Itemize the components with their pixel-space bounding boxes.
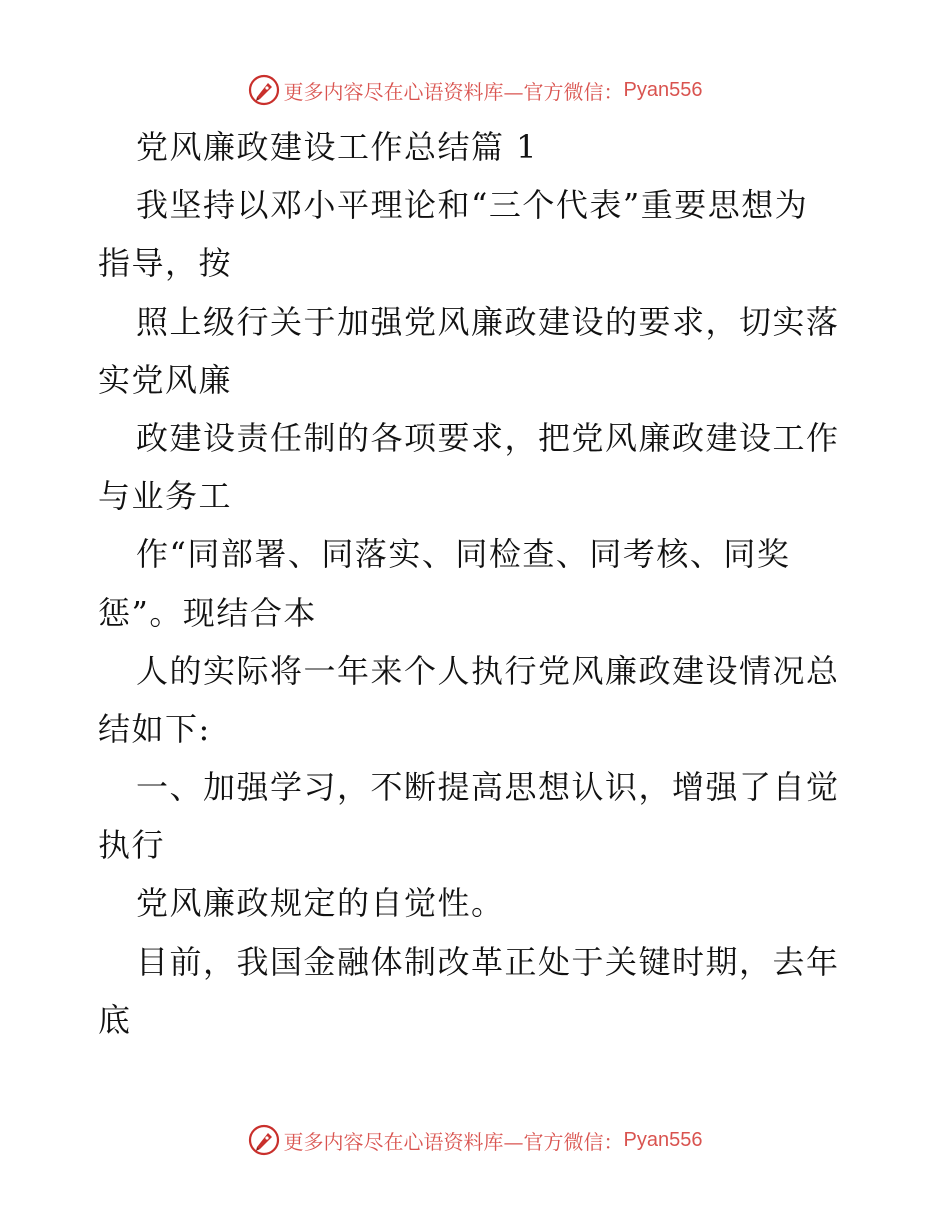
header-watermark — [0, 70, 950, 110]
paragraph-line: 我坚持以邓小平理论和“三个代表”重要思想为 — [136, 186, 809, 225]
watermark-text: 更多内容尽在心语资料库—官方微信： — [283, 1129, 624, 1154]
footer-watermark — [0, 1120, 950, 1160]
watermark-wechat-id: Pyan556 — [623, 1128, 703, 1151]
document-body — [98, 118, 858, 1049]
paragraph-line: 作“同部署、同落实、同检查、同考核、同奖 — [136, 535, 791, 574]
paragraph-line: 与业务工 — [98, 477, 233, 516]
section-heading-line: 执行 — [98, 826, 166, 865]
paragraph-line: 人的实际将一年来个人执行党风廉政建设情况总 — [136, 651, 840, 690]
paragraph-line: 惩”。现结合本 — [98, 593, 317, 632]
paragraph-line: 照上级行关于加强党风廉政建设的要求，切实落 — [136, 302, 840, 341]
watermark-text: 更多内容尽在心语资料库—官方微信： — [283, 79, 624, 104]
document-title: 党风廉政建设工作总结篇 1 — [136, 128, 539, 166]
paragraph-line: 指导，按 — [98, 244, 233, 283]
section-heading-line: 党风廉政规定的自觉性。 — [136, 884, 505, 923]
paragraph-line: 实党风廉 — [98, 360, 233, 399]
section-heading-line: 一、加强学习，不断提高思想认识，增强了自觉 — [136, 768, 840, 807]
paragraph-line: 政建设责任制的各项要求，把党风廉政建设工作 — [136, 418, 840, 457]
pen-nib-logo-icon — [248, 1124, 280, 1156]
paragraph-line: 结如下: — [98, 709, 211, 748]
pen-nib-logo-icon — [248, 74, 280, 106]
paragraph-line: 目前，我国金融体制改革正处于关键时期，去年 — [136, 942, 840, 981]
paragraph-line: 底 — [98, 1000, 132, 1039]
watermark-wechat-id: Pyan556 — [623, 78, 703, 101]
